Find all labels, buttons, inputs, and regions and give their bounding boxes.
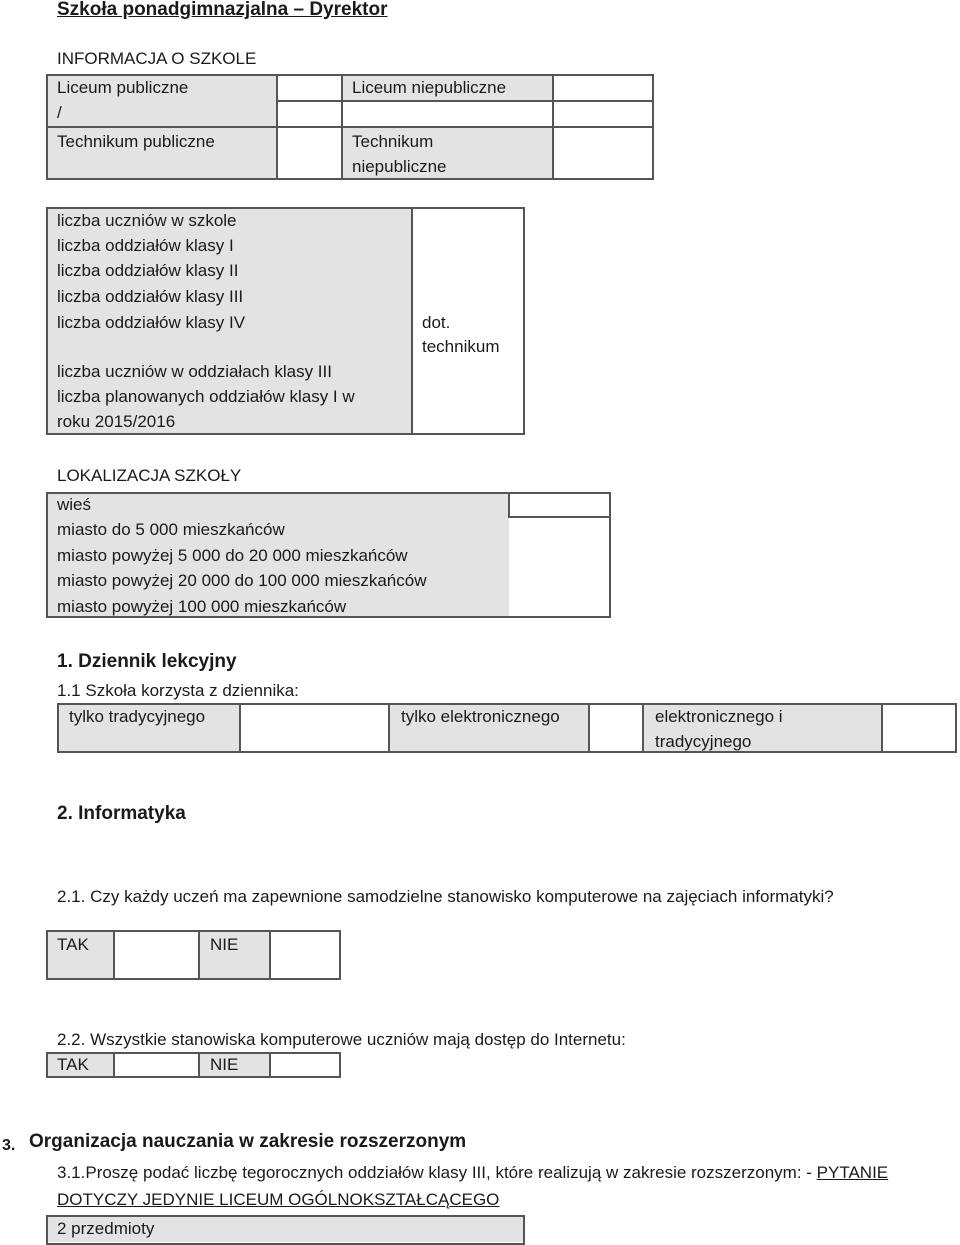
opt-elektronicznego-1: elektronicznego i bbox=[655, 707, 783, 726]
liceum-niepubliczne-label: Liceum niepubliczne bbox=[352, 78, 507, 97]
location-option: miasto powyżej 20 000 do 100 000 mieszkańców bbox=[57, 571, 427, 590]
technikum-niepubliczne-label-1: Technikum bbox=[352, 132, 434, 151]
count-label: liczba uczniów w oddziałach klasy III bbox=[57, 362, 332, 381]
count-label: liczba uczniów w szkole bbox=[57, 211, 237, 230]
count-label: liczba oddziałów klasy IV bbox=[57, 313, 246, 332]
count-label: liczba planowanych oddziałów klasy I w bbox=[57, 387, 355, 406]
q21-nie-label: NIE bbox=[210, 935, 239, 954]
section2-question1: 2.1. Czy każdy uczeń ma zapewnione samodzielne stanowisko komputerowe na zajęciach informatyki? bbox=[57, 887, 834, 906]
q22-nie-label: NIE bbox=[210, 1055, 239, 1074]
count-label: liczba oddziałów klasy II bbox=[57, 261, 239, 280]
q21-tak-label: TAK bbox=[57, 935, 89, 954]
opt-tylko-elektronicznego: tylko elektronicznego bbox=[401, 707, 560, 726]
section3-note-b: DOTYCZY JEDYNIE LICEUM OGÓLNOKSZTAŁCĄCEGO bbox=[57, 1190, 500, 1209]
technikum-note-2: technikum bbox=[422, 337, 500, 356]
location-heading: LOKALIZACJA SZKOŁY bbox=[57, 466, 242, 485]
technikum-note-1: dot. bbox=[422, 313, 451, 332]
section2-title: 2. Informatyka bbox=[57, 803, 186, 824]
section2-question2: 2.2. Wszystkie stanowiska komputerowe uczniów mają dostęp do Internetu: bbox=[57, 1030, 626, 1049]
section3-question1 bbox=[57, 1160, 888, 1185]
count-label: roku 2015/2016 bbox=[57, 412, 176, 431]
slash-separator: / bbox=[57, 103, 62, 122]
q22-tak-label: TAK bbox=[57, 1055, 89, 1074]
answer-2-przedmioty: 2 przedmioty bbox=[57, 1219, 155, 1238]
checkbox-liceum-niepubliczne[interactable] bbox=[553, 75, 653, 102]
checkbox-technikum-niepubliczne[interactable] bbox=[553, 127, 653, 179]
section3-number: 3. bbox=[2, 1137, 16, 1154]
technikum-niepubliczne-label-2: niepubliczne bbox=[352, 157, 447, 176]
section1-question: 1.1 Szkoła korzysta z dziennika: bbox=[57, 681, 299, 700]
opt-tylko-tradycyjnego: tylko tradycyjnego bbox=[69, 707, 206, 726]
page-title: Szkoła ponadgimnazjalna – Dyrektor bbox=[57, 0, 388, 20]
section3-title: Organizacja nauczania w zakresie rozszerzonym bbox=[29, 1131, 467, 1152]
info-heading: INFORMACJA O SZKOLE bbox=[57, 49, 257, 68]
checkbox-liceum-publiczne[interactable] bbox=[277, 75, 342, 102]
location-option: miasto do 5 000 mieszkańców bbox=[57, 520, 285, 539]
location-option: wieś bbox=[57, 495, 92, 514]
technikum-publiczne-label: Technikum publiczne bbox=[57, 132, 215, 151]
count-label: liczba oddziałów klasy I bbox=[57, 236, 234, 255]
count-label: liczba oddziałów klasy III bbox=[57, 287, 244, 306]
section3-note-a: PYTANIE bbox=[816, 1163, 889, 1182]
opt-elektronicznego-2: tradycyjnego bbox=[655, 732, 752, 751]
liceum-publiczne-label: Liceum publiczne bbox=[57, 78, 189, 97]
section3-question1-text: 3.1.Proszę podać liczbę tegorocznych oddziałów klasy III, które realizują w zakresie rozszerzonym: - bbox=[57, 1163, 817, 1182]
location-option: miasto powyżej 5 000 do 20 000 mieszkańców bbox=[57, 546, 408, 565]
location-option: miasto powyżej 100 000 mieszkańców bbox=[57, 597, 347, 616]
checkbox-technikum-publiczne[interactable] bbox=[277, 127, 342, 179]
section1-title: 1. Dziennik lekcyjny bbox=[57, 651, 237, 672]
